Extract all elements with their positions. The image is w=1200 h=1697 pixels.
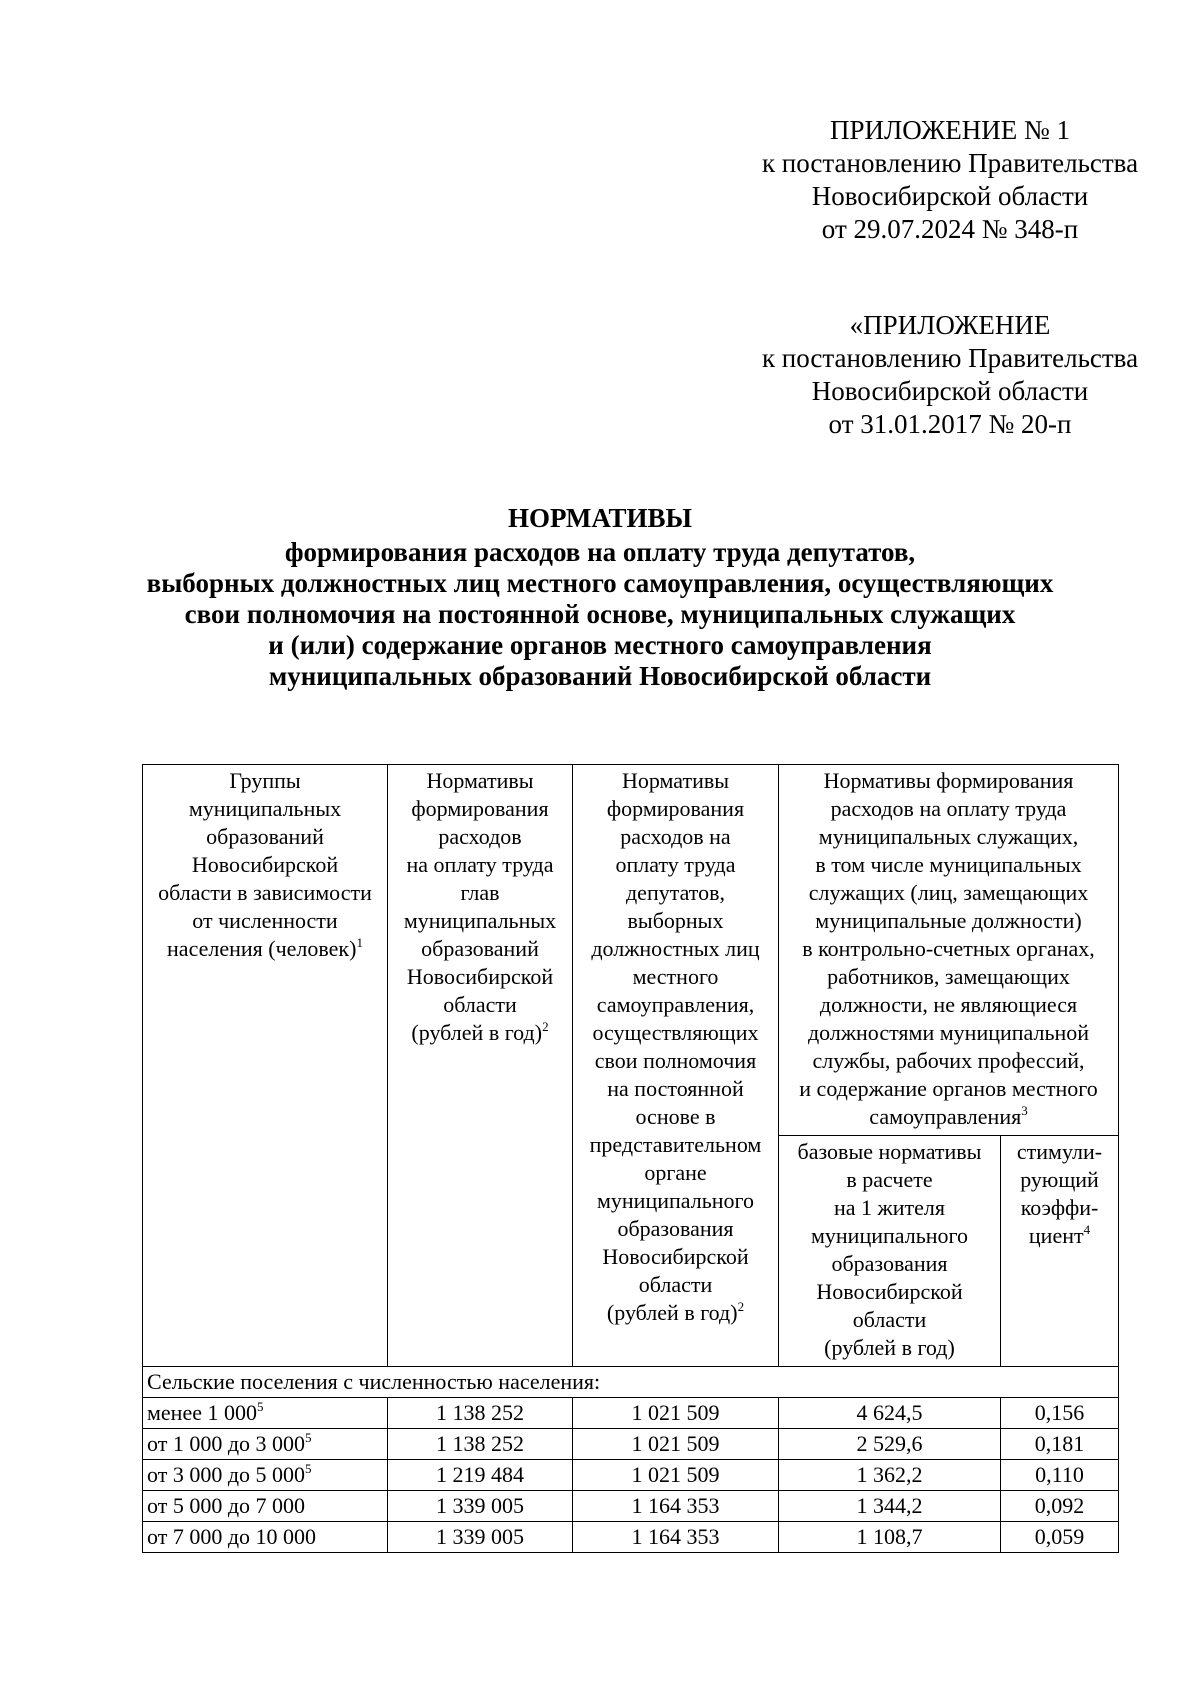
header-line-with-footnote [147,935,383,963]
footnote-marker: 5 [305,1461,312,1476]
cell-base-norm: 1 344,2 [779,1491,1001,1522]
header-line: в контрольно-счетных органах, [802,936,1095,961]
header-line: должностями муниципальной [807,1020,1090,1045]
cell-coefficient: 0,059 [1001,1522,1119,1553]
cell-base-norm: 1 108,7 [779,1522,1001,1553]
header-line: области [443,992,517,1017]
header-line: (рублей в год) [606,1300,738,1325]
table-row [143,1491,1119,1522]
appendix-2-block [740,309,1160,441]
appendix-1-block [740,114,1160,246]
norms-table [142,764,1119,1553]
header-line: на оплату труда [406,852,554,877]
table-row [143,1429,1119,1460]
cell-heads-norm: 1 339 005 [388,1522,573,1553]
cell-population-group [143,1429,388,1460]
header-line: муниципальных [403,908,557,933]
footnote-marker: 3 [1021,1103,1028,1118]
appendix-line: «ПРИЛОЖЕНИЕ [849,310,1051,340]
header-line-with-footnote [392,1019,568,1047]
header-line: Нормативы [621,768,730,793]
title-line: и (или) содержание органов местного самоуправления [268,630,932,660]
document-title [100,503,1100,692]
header-line: коэффи- [1020,1195,1099,1220]
header-line: (рублей в год) [824,1335,955,1360]
header-line: Нормативы [426,768,534,793]
header-line: органе [644,1160,707,1185]
footnote-marker: 5 [257,1399,264,1414]
header-line: глав [460,880,500,905]
appendix-line: от 31.01.2017 № 20-п [828,409,1072,439]
title-line: выборных должностных лиц местного самоуправления, осуществляющих [146,568,1054,598]
header-line: осуществляющих [592,1020,759,1045]
cell-deputies-norm: 1 164 353 [573,1491,779,1522]
header-deputies-norms [573,765,779,1367]
header-line: области [638,1272,713,1297]
header-line: области [852,1307,927,1332]
header-line: расходов на оплату труда [830,796,1067,821]
cell-heads-norm: 1 138 252 [388,1429,573,1460]
header-line: представительном [589,1132,762,1157]
cell-coefficient: 0,110 [1001,1460,1119,1491]
appendix-line: от 29.07.2024 № 348-п [821,214,1079,244]
table-row [143,1460,1119,1491]
header-line: Новосибирской [406,964,554,989]
header-line: на 1 жителя [834,1195,945,1220]
footnote-marker: 5 [305,1430,312,1445]
header-line: рующий [1020,1167,1099,1192]
header-line: работников, замещающих [827,964,1070,989]
header-line: муниципальных [188,796,342,821]
footnote-marker: 2 [737,1299,745,1314]
footnote-marker: 1 [356,935,363,950]
header-line: Новосибирской [602,1244,749,1269]
cell-population-group [143,1398,388,1429]
cell-heads-norm: 1 219 484 [388,1460,573,1491]
header-line-with-footnote [1005,1222,1114,1250]
header-line: службы, рабочих профессий, [812,1048,1085,1073]
header-line: муниципального [810,1223,968,1248]
header-line: базовые нормативы [797,1139,982,1164]
header-line: местного [632,964,719,989]
population-group-text: от 1 000 до 3 000 [147,1431,306,1456]
title-main: НОРМАТИВЫ [507,503,693,533]
header-line-with-footnote [783,1103,1114,1131]
cell-coefficient: 0,156 [1001,1398,1119,1429]
header-line: населения (человек) [167,936,357,961]
header-line: должностных лиц [591,936,760,961]
header-line: Новосибирской [191,852,339,877]
cell-base-norm: 4 624,5 [779,1398,1001,1429]
header-line: Новосибирской [816,1279,963,1304]
cell-base-norm: 2 529,6 [779,1429,1001,1460]
appendix-line: ПРИЛОЖЕНИЕ № 1 [829,115,1071,145]
appendix-line: к постановлению Правительства [761,148,1139,178]
table-row [143,1398,1119,1429]
cell-coefficient: 0,181 [1001,1429,1119,1460]
header-line: расходов [438,824,522,849]
header-line: выборных [627,908,724,933]
header-line: муниципального [596,1188,754,1213]
header-line: муниципальные должности) [815,908,1082,933]
header-line: стимули- [1016,1139,1103,1164]
title-line: муниципальных образований Новосибирской области [268,661,932,691]
header-line: и содержание органов местного [799,1076,1098,1101]
header-line: оплату труда [615,852,736,877]
header-line: расходов на [620,824,731,849]
header-line: муниципальных служащих, [818,824,1079,849]
header-line: Нормативы формирования [823,768,1074,793]
title-line: свои полномочия на постоянной основе, муниципальных служащих [184,599,1016,629]
title-subtitle [100,537,1100,692]
header-line: циент [1028,1223,1084,1248]
header-line: области в зависимости [158,880,372,905]
header-line: образования [831,1251,948,1276]
cell-deputies-norm: 1 021 509 [573,1460,779,1491]
header-base-norms [779,1136,1001,1367]
cell-deputies-norm: 1 164 353 [573,1522,779,1553]
header-line: образований [421,936,539,961]
cell-heads-norm: 1 138 252 [388,1398,573,1429]
section-label: Сельские поселения с численностью населения: [143,1367,1119,1398]
table-row [143,1522,1119,1553]
header-municipal-servants-norms [779,765,1119,1136]
cell-deputies-norm: 1 021 509 [573,1398,779,1429]
header-line: в расчете [846,1167,933,1192]
header-line-with-footnote [577,1299,774,1327]
header-line: формирования [411,796,549,821]
header-stimulating-coefficient [1001,1136,1119,1367]
footnote-marker: 2 [542,1019,549,1034]
cell-population-group [143,1460,388,1491]
header-line: на постоянной [607,1076,744,1101]
header-heads-norms [388,765,573,1367]
population-group-text: от 5 000 до 7 000 [147,1493,306,1518]
header-line: в том числе муниципальных [815,852,1082,877]
header-line: служащих (лиц, замещающих [808,880,1089,905]
appendix-line: Новосибирской области [811,376,1089,406]
appendix-line: к постановлению Правительства [761,343,1139,373]
header-line: самоуправления, [596,992,755,1017]
cell-base-norm: 1 362,2 [779,1460,1001,1491]
header-line: свои полномочия [594,1048,757,1073]
header-line: от численности [192,908,338,933]
header-line: формирования [606,796,745,821]
header-line: (рублей в год) [411,1020,543,1045]
appendix-line: Новосибирской области [811,181,1089,211]
header-line: самоуправления [869,1104,1022,1129]
cell-population-group [143,1491,388,1522]
section-row [143,1367,1119,1398]
header-line: должности, не являющиеся [819,992,1078,1017]
population-group-text: менее 1 000 [147,1400,257,1425]
header-line: депутатов, [625,880,726,905]
population-group-text: от 3 000 до 5 000 [147,1462,306,1487]
header-population-groups [143,765,388,1367]
header-line: Группы [229,768,301,793]
header-line: основе в [635,1104,716,1129]
cell-population-group [143,1522,388,1553]
cell-heads-norm: 1 339 005 [388,1491,573,1522]
header-line: образований [206,824,324,849]
population-group-text: от 7 000 до 10 000 [147,1524,317,1549]
title-line: формирования расходов на оплату труда депутатов, [284,537,916,567]
footnote-marker: 4 [1083,1222,1091,1237]
cell-deputies-norm: 1 021 509 [573,1429,779,1460]
cell-coefficient: 0,092 [1001,1491,1119,1522]
header-line: образования [617,1216,734,1241]
